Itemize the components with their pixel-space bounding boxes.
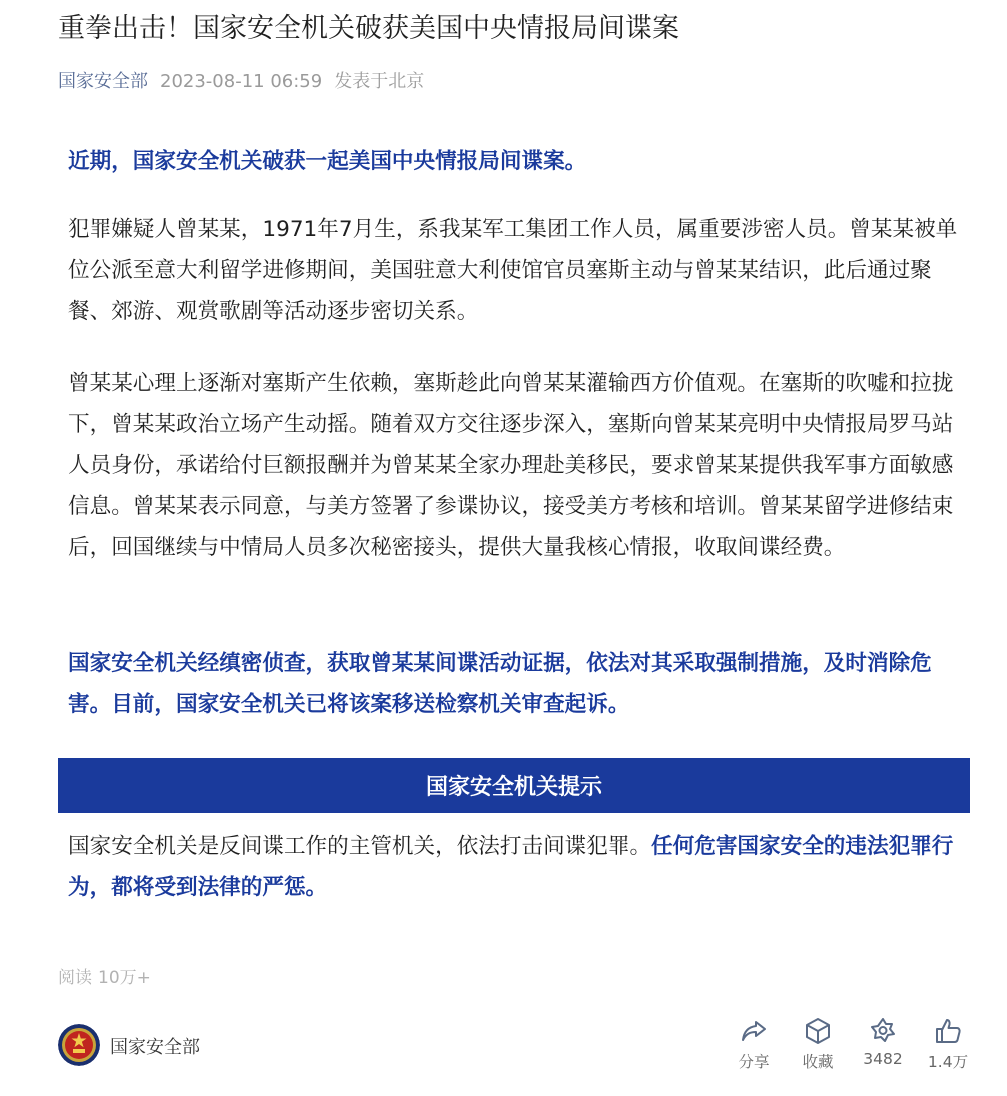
star-button[interactable] [853, 1016, 913, 1068]
body-paragraph-2: 曾某某心理上逐渐对塞斯产生依赖，塞斯趁此向曾某某灌输西方价值观。在塞斯的吹嘘和拉拢下，曾某某政治立场产生动摇。随着双方交往逐步深入，塞斯向曾某某亮明中央情报局罗马站人员身份，承诺给付巨额报酬并为曾某某全家办理赴美移民，要求曾某某提供我军事方面敏感信息。曾某某表示同意，与美方签署了参谍协议，接受美方考核和培训。曾某某留学进修结束后，回国继续与中情局人员多次秘密接头，提供大量我核心情报，收取间谍经费。 [68, 371, 954, 560]
read-count-label: 阅读 [58, 968, 92, 988]
favorite-icon [803, 1016, 833, 1046]
like-button[interactable] [918, 1016, 978, 1072]
read-count [58, 963, 151, 988]
publish-time: 2023-08-11 06:59 [160, 71, 323, 92]
star-count: 3482 [863, 1050, 903, 1068]
tip-text-normal: 国家安全机关是反间谍工作的主管机关，依法打击间谍犯罪。 [68, 834, 652, 859]
read-count-value: 10万+ [98, 968, 151, 988]
lead-paragraph: 近期，国家安全机关破获一起美国中央情报局间谍案。 [68, 149, 587, 174]
share-label: 分享 [738, 1053, 770, 1071]
article-meta [58, 68, 424, 96]
conclusion-paragraph: 国家安全机关经缜密侦查，获取曾某某间谍活动证据，依法对其采取强制措施，及时消除危害。目前，国家安全机关已将该案移送检察机关审查起诉。 [68, 651, 932, 717]
tip-banner-title: 国家安全机关提示 [425, 775, 602, 800]
article-title: 重拳出击！国家安全机关破获美国中央情报局间谍案 [58, 13, 679, 44]
article-footer [58, 1024, 978, 1084]
share-icon [739, 1016, 769, 1046]
emblem-icon[interactable] [58, 1024, 100, 1066]
tip-paragraph [68, 826, 968, 908]
favorite-label: 收藏 [802, 1053, 834, 1071]
body-paragraph-1: 犯罪嫌疑人曾某某，1971年7月生，系我某军工集团工作人员，属重要涉密人员。曾某某被单位公派至意大利留学进修期间，美国驻意大利使馆官员塞斯主动与曾某某结识，此后通过聚餐、郊游、观赏歌剧等活动逐步密切关系。 [68, 217, 958, 324]
publish-location: 发表于北京 [334, 71, 425, 92]
star-icon [868, 1016, 898, 1046]
tip-banner [58, 758, 970, 813]
favorite-button[interactable] [788, 1016, 848, 1072]
tip-text-strong: 任何危害国家安全的违法犯罪行为，都将受到法律的严惩。 [68, 834, 954, 900]
footer-account-name[interactable]: 国家安全部 [110, 1037, 200, 1058]
share-button[interactable] [724, 1016, 784, 1072]
like-count: 1.4万 [927, 1053, 969, 1071]
author-link[interactable]: 国家安全部 [58, 71, 148, 92]
thumbs-up-icon [933, 1016, 963, 1046]
